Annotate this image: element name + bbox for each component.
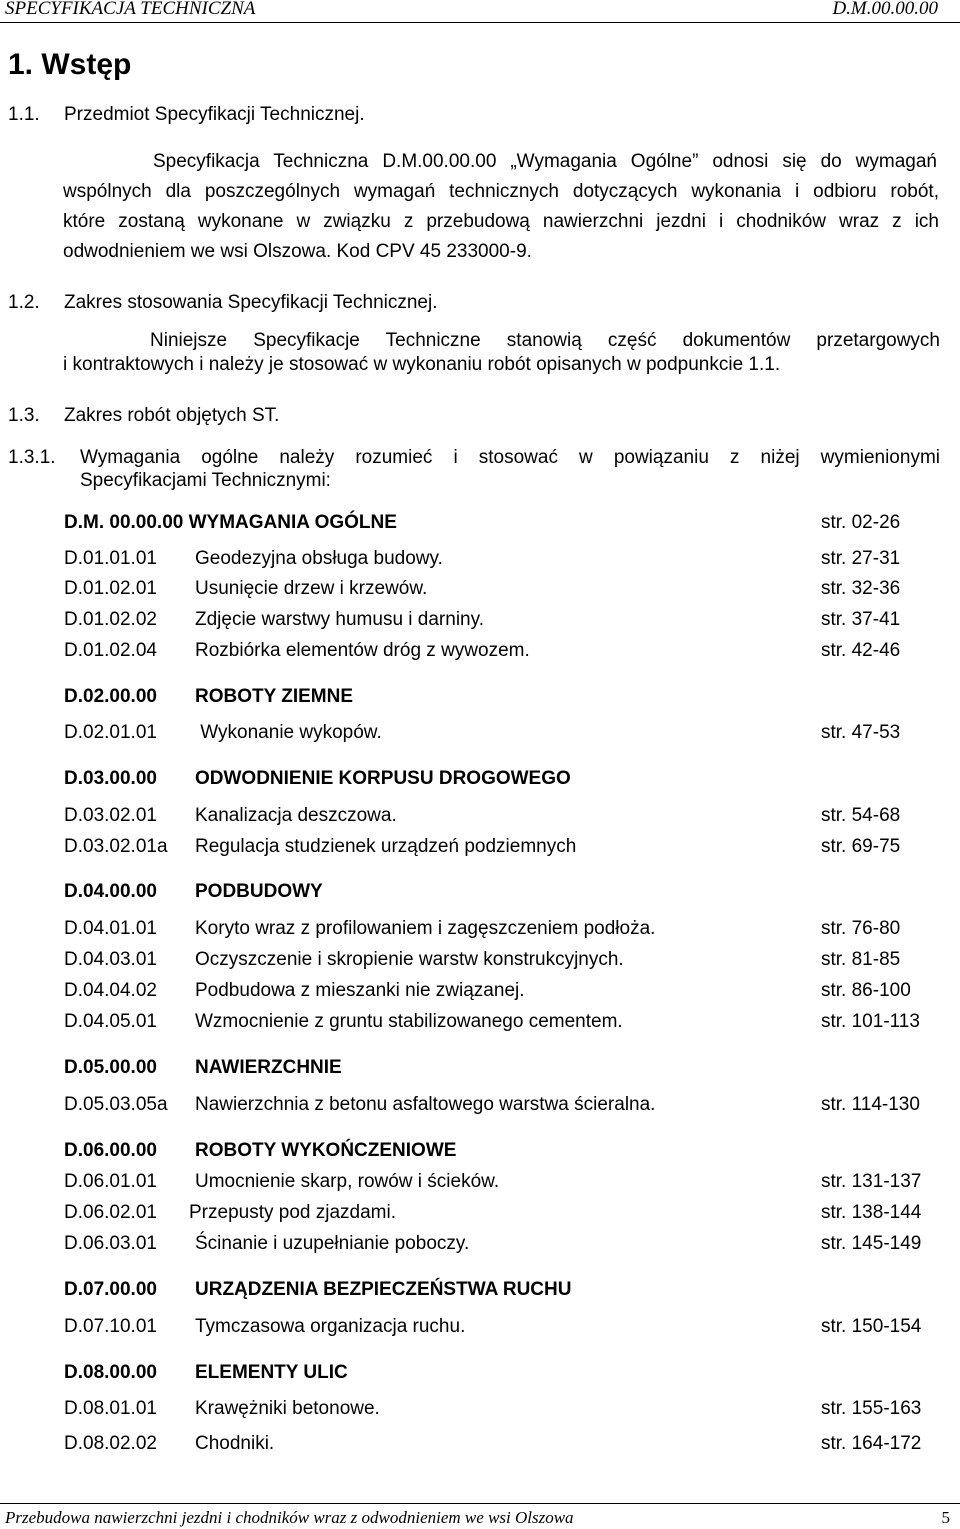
- spec-title: ELEMENTY ULIC: [195, 1362, 348, 1383]
- header-title: SPECYFIKACJA TECHNICZNA: [5, 0, 256, 19]
- spec-title: ROBOTY ZIEMNE: [195, 686, 353, 707]
- spec-page: str. 131-137: [821, 1171, 922, 1192]
- spec-row: [64, 1171, 944, 1195]
- footer-project-title: Przebudowa nawierzchni jezdni i chodników wraz z odwodnieniem we wsi Olszowa: [5, 1508, 574, 1527]
- spec-row: [64, 512, 944, 536]
- spec-code: D.05.03.05a: [64, 1094, 168, 1115]
- spec-page: str. 138-144: [821, 1202, 922, 1223]
- section-1-1-para-line: odwodnieniem we wsi Olszowa. Kod CPV 45 233000-9.: [63, 241, 532, 262]
- spec-page: str. 27-31: [821, 548, 901, 569]
- spec-group-row: [64, 1140, 944, 1164]
- section-1-2-para-line: i kontraktowych i należy je stosować w wykonaniu robót opisanych w podpunkcie 1.1.: [63, 354, 781, 375]
- spec-code: D.06.02.01: [64, 1202, 157, 1223]
- spec-row: [64, 1398, 944, 1422]
- spec-row: [64, 805, 944, 829]
- spec-code: D.05.00.00: [64, 1057, 157, 1078]
- spec-row: [64, 1233, 944, 1257]
- spec-code: D.07.00.00: [64, 1279, 157, 1300]
- spec-title: PODBUDOWY: [195, 881, 323, 902]
- spec-title: Usunięcie drzew i krzewów.: [195, 578, 428, 599]
- spec-title: Nawierzchnia z betonu asfaltowego warstwa ścieralna.: [195, 1094, 656, 1115]
- section-1-2-para-line: Niniejsze Specyfikacje Techniczne stanowią część dokumentów przetargowych: [150, 330, 940, 351]
- spec-code: D.06.01.01: [64, 1171, 157, 1192]
- spec-group-row: [64, 1362, 944, 1386]
- spec-page: str. 37-41: [821, 609, 901, 630]
- spec-title: Chodniki.: [195, 1433, 275, 1454]
- footer-rule: [0, 1503, 960, 1504]
- section-1-1-title: Przedmiot Specyfikacji Technicznej.: [64, 104, 365, 125]
- spec-code: D.08.02.02: [64, 1433, 157, 1454]
- spec-page: str. 145-149: [821, 1233, 922, 1254]
- spec-page: str. 54-68: [821, 805, 901, 826]
- spec-code: D.06.03.01: [64, 1233, 157, 1254]
- spec-title: URZĄDZENIA BEZPIECZEŃSTWA RUCHU: [195, 1279, 572, 1300]
- spec-code: D.03.02.01a: [64, 836, 168, 857]
- spec-row: [64, 609, 944, 633]
- spec-code: D.01.01.01: [64, 548, 157, 569]
- spec-code: D.04.01.01: [64, 918, 157, 939]
- section-1-3-1-para-line: Specyfikacjami Technicznymi:: [80, 470, 331, 491]
- spec-page: str. 114-130: [821, 1094, 920, 1115]
- spec-title: Wykonanie wykopów.: [195, 722, 382, 743]
- spec-code: D.02.00.00: [64, 686, 157, 707]
- section-1-1-para-line: wspólnych dla poszczególnych wymagań technicznych dotyczących wykonania i odbioru robót,: [63, 181, 939, 202]
- section-1-3-1-number: 1.3.1.: [8, 447, 56, 468]
- header-doc-code: D.M.00.00.00: [832, 0, 938, 19]
- spec-row: [64, 722, 944, 746]
- spec-page: str. 47-53: [821, 722, 901, 743]
- spec-row: [64, 980, 944, 1004]
- spec-code: D.03.02.01: [64, 805, 157, 826]
- spec-title: ROBOTY WYKOŃCZENIOWE: [195, 1140, 457, 1161]
- spec-title: Krawężniki betonowe.: [195, 1398, 380, 1419]
- spec-title: Tymczasowa organizacja ruchu.: [195, 1316, 466, 1337]
- spec-code: D.03.00.00: [64, 768, 157, 789]
- spec-row: [64, 1433, 944, 1457]
- spec-code: D.01.02.01: [64, 578, 157, 599]
- section-1-3-title: Zakres robót objętych ST.: [64, 405, 280, 426]
- spec-title: Geodezyjna obsługa budowy.: [195, 548, 443, 569]
- spec-page: str. 150-154: [821, 1316, 922, 1337]
- spec-page: str. 32-36: [821, 578, 901, 599]
- spec-title: ODWODNIENIE KORPUSU DROGOWEGO: [195, 768, 571, 789]
- spec-group-row: [64, 881, 944, 905]
- spec-code: D.07.10.01: [64, 1316, 157, 1337]
- spec-title: Zdjęcie warstwy humusu i darniny.: [195, 609, 484, 630]
- spec-page: str. 155-163: [821, 1398, 922, 1419]
- spec-row: [64, 918, 944, 942]
- spec-code: D.06.00.00: [64, 1140, 157, 1161]
- spec-title: Regulacja studzienek urządzeń podziemnych: [195, 836, 577, 857]
- spec-title: Podbudowa z mieszanki nie związanej.: [195, 980, 525, 1001]
- spec-row: [64, 548, 944, 572]
- spec-row: [64, 1011, 944, 1035]
- header-rule: [0, 22, 960, 23]
- spec-page: str. 86-100: [821, 980, 911, 1001]
- section-1-3-1-para-line: Wymagania ogólne należy rozumieć i stosować w powiązaniu z niżej wymienionymi: [80, 447, 940, 468]
- spec-row: [64, 1202, 944, 1226]
- spec-title: Koryto wraz z profilowaniem i zagęszczeniem podłoża.: [195, 918, 656, 939]
- spec-group-row: [64, 1279, 944, 1303]
- spec-code: D.04.04.02: [64, 980, 157, 1001]
- spec-group-row: [64, 1057, 944, 1081]
- spec-title: Przepusty pod zjazdami.: [189, 1202, 396, 1223]
- spec-page: str. 42-46: [821, 640, 901, 661]
- spec-group-row: [64, 686, 944, 710]
- spec-code: D.08.00.00: [64, 1362, 157, 1383]
- section-1-1-number: 1.1.: [8, 104, 40, 125]
- spec-page: str. 69-75: [821, 836, 901, 857]
- spec-code: D.M. 00.00.00 WYMAGANIA OGÓLNE: [64, 512, 397, 533]
- spec-title: Wzmocnienie z gruntu stabilizowanego cementem.: [195, 1011, 623, 1032]
- spec-code: D.04.03.01: [64, 949, 157, 970]
- spec-row: [64, 578, 944, 602]
- spec-code: D.04.05.01: [64, 1011, 157, 1032]
- spec-code: D.02.01.01: [64, 722, 157, 743]
- spec-code: D.04.00.00: [64, 881, 157, 902]
- spec-title: Umocnienie skarp, rowów i ścieków.: [195, 1171, 500, 1192]
- spec-title: NAWIERZCHNIE: [195, 1057, 342, 1078]
- spec-row: [64, 1316, 944, 1340]
- section-1-1-para-line: które zostaną wykonane w związku z przebudową nawierzchni jezdni i chodników wraz z ich: [63, 211, 939, 232]
- spec-title: Oczyszczenie i skropienie warstw konstrukcyjnych.: [195, 949, 624, 970]
- spec-row: [64, 1094, 944, 1118]
- spec-title: Kanalizacja deszczowa.: [195, 805, 397, 826]
- section-1-3-number: 1.3.: [8, 405, 40, 426]
- spec-row: [64, 949, 944, 973]
- spec-page: str. 76-80: [821, 918, 901, 939]
- page-number: 5: [941, 1508, 950, 1527]
- spec-page: str. 02-26: [821, 512, 901, 533]
- section-1-1-para-line: Specyfikacja Techniczna D.M.00.00.00 „Wymagania Ogólne” odnosi się do wymagań: [153, 151, 937, 172]
- spec-title: Rozbiórka elementów dróg z wywozem.: [195, 640, 530, 661]
- section-1-2-title: Zakres stosowania Specyfikacji Technicznej.: [64, 292, 438, 313]
- spec-group-row: [64, 768, 944, 792]
- spec-code: D.08.01.01: [64, 1398, 157, 1419]
- spec-title: Ścinanie i uzupełnianie poboczy.: [195, 1233, 470, 1254]
- spec-code: D.01.02.04: [64, 640, 157, 661]
- section-title: 1. Wstęp: [8, 48, 132, 81]
- spec-row: [64, 640, 944, 664]
- spec-row: [64, 836, 944, 860]
- spec-page: str. 101-113: [821, 1011, 920, 1032]
- spec-code: D.01.02.02: [64, 609, 157, 630]
- section-1-2-number: 1.2.: [8, 292, 40, 313]
- spec-page: str. 164-172: [821, 1433, 922, 1454]
- spec-page: str. 81-85: [821, 949, 901, 970]
